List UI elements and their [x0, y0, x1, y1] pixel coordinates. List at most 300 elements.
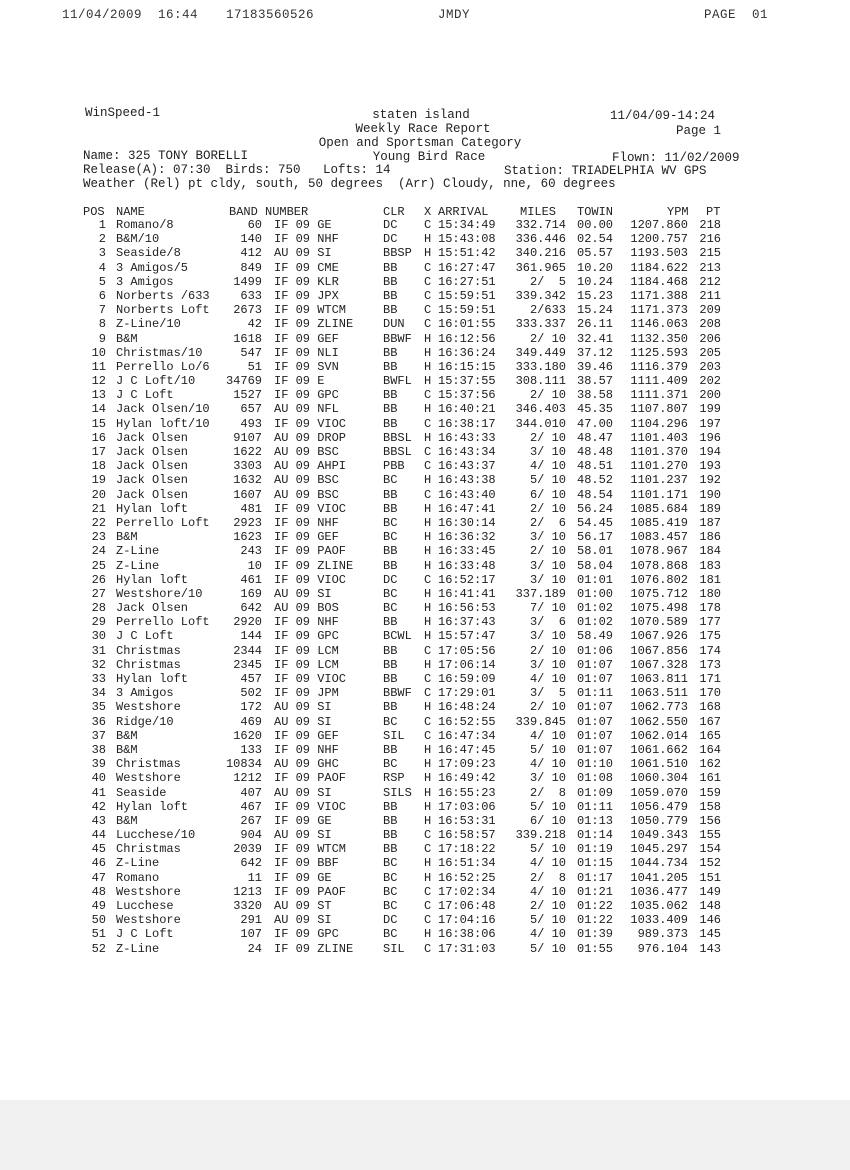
- cell-pt: 156: [699, 813, 721, 828]
- cell-x: H: [424, 742, 432, 757]
- cell-ypm: 1062.550: [630, 714, 688, 729]
- cell-arrival: 16:52:55: [438, 714, 496, 729]
- cell-towin: 01:13: [577, 813, 614, 828]
- cell-pos: 32: [91, 657, 106, 672]
- cell-towin: 01:55: [577, 941, 614, 956]
- cell-name: 3 Amigos/5: [116, 260, 189, 275]
- cell-band: 9107: [233, 430, 262, 445]
- cell-miles: 336.446: [515, 232, 566, 247]
- cell-name: Ridge/10: [116, 714, 174, 729]
- cell-pos: 4: [98, 260, 106, 275]
- cell-arrival: 17:29:01: [438, 686, 496, 701]
- cell-pos: 11: [91, 359, 106, 374]
- cell-name: Z-Line: [116, 558, 160, 573]
- cell-arrival: 16:56:53: [438, 601, 496, 616]
- cell-ypm: 1125.593: [630, 345, 688, 360]
- cell-band: 172: [240, 700, 262, 715]
- cell-miles: 2/ 10: [529, 544, 566, 559]
- station: Station: TRIADELPHIA WV GPS: [504, 164, 707, 178]
- cell-arrival: 16:41:41: [438, 586, 496, 601]
- cell-arrival: 16:55:23: [438, 785, 496, 800]
- cell-name: Jack Olsen: [116, 473, 189, 488]
- cell-name: Seaside: [116, 785, 167, 800]
- cell-race: AU 09 NFL: [274, 402, 339, 417]
- cell-ypm: 1132.350: [630, 331, 688, 346]
- cell-clr: BB: [383, 657, 398, 672]
- cell-pt: 171: [699, 672, 721, 686]
- cell-pt: 186: [699, 530, 721, 545]
- cell-name: Z-Line/10: [116, 317, 181, 332]
- cell-ypm: 1101.370: [630, 445, 688, 459]
- cell-arrival: 17:04:16: [438, 913, 496, 928]
- cell-clr: BB: [383, 359, 398, 374]
- cell-clr: BB: [383, 799, 398, 814]
- cell-towin: 01:08: [577, 771, 614, 786]
- cell-race: IF 09 NHF: [274, 742, 339, 757]
- table-row: [0, 743, 850, 757]
- race-name: Young Bird Race: [372, 150, 486, 164]
- cell-towin: 10.24: [577, 274, 614, 289]
- cell-towin: 01:02: [577, 601, 614, 616]
- cell-x: H: [424, 530, 432, 545]
- cell-miles: 4/ 10: [529, 927, 566, 942]
- cell-clr: DUN: [383, 317, 405, 332]
- cell-miles: 2/ 10: [529, 700, 566, 715]
- cell-towin: 01:09: [577, 785, 614, 800]
- cell-name: J C Loft/10: [116, 374, 196, 389]
- cell-arrival: 16:47:45: [438, 742, 496, 757]
- cell-ypm: 1083.457: [630, 530, 688, 545]
- cell-name: Hylan loft/10: [116, 416, 210, 431]
- cell-miles: 3/ 10: [529, 445, 566, 459]
- cell-x: C: [424, 714, 432, 729]
- cell-clr: BB: [383, 700, 398, 715]
- cell-name: J C Loft: [116, 388, 174, 403]
- cell-pos: 43: [91, 813, 106, 828]
- table-row: [0, 885, 850, 899]
- table-row: [0, 587, 850, 601]
- cell-name: Westshore: [116, 771, 181, 786]
- cell-clr: BC: [383, 530, 398, 545]
- cell-band: 169: [240, 586, 262, 601]
- cell-miles: 332.714: [515, 218, 566, 232]
- cell-name: 3 Amigos: [116, 274, 174, 289]
- cell-miles: 340.216: [515, 246, 566, 261]
- cell-ypm: 1033.409: [630, 913, 688, 928]
- table-row: [0, 246, 850, 260]
- table-row: [0, 559, 850, 573]
- cell-pt: 183: [699, 558, 721, 573]
- cell-miles: 2/633: [529, 303, 566, 318]
- table-row: [0, 601, 850, 615]
- cell-pos: 31: [91, 643, 106, 658]
- cell-clr: BB: [383, 402, 398, 417]
- cell-clr: DC: [383, 913, 398, 928]
- cell-towin: 39.46: [577, 359, 614, 374]
- cell-miles: 349.449: [515, 345, 566, 360]
- table-row: [0, 218, 850, 232]
- table-row: [0, 828, 850, 842]
- cell-x: H: [424, 757, 432, 772]
- fax-header: [0, 0, 850, 30]
- cell-pos: 45: [91, 842, 106, 857]
- cell-race: IF 09 NHF: [274, 232, 339, 247]
- cell-x: H: [424, 558, 432, 573]
- cell-clr: BCWL: [383, 629, 412, 644]
- cell-x: H: [424, 515, 432, 530]
- cell-arrival: 15:37:55: [438, 374, 496, 389]
- cell-name: B&M/10: [116, 232, 160, 247]
- cell-x: C: [424, 218, 432, 232]
- cell-pos: 19: [91, 473, 106, 488]
- cell-ypm: 1078.967: [630, 544, 688, 559]
- col-x: X: [424, 205, 432, 219]
- cell-pt: 202: [699, 374, 721, 389]
- cell-band: 34769: [225, 374, 262, 389]
- cell-ypm: 976.104: [637, 941, 688, 956]
- cell-band: 3303: [233, 459, 262, 474]
- cell-x: C: [424, 828, 432, 843]
- cell-arrival: 16:36:32: [438, 530, 496, 545]
- col-towin: TOWIN: [577, 205, 614, 219]
- cell-clr: SIL: [383, 941, 405, 956]
- cell-miles: 2/ 10: [529, 899, 566, 913]
- cell-towin: 01:39: [577, 927, 614, 942]
- cell-pos: 33: [91, 672, 106, 686]
- cell-pt: 146: [699, 913, 721, 928]
- cell-name: Jack Olsen: [116, 430, 189, 445]
- cell-arrival: 17:02:34: [438, 884, 496, 899]
- cell-towin: 15.24: [577, 303, 614, 318]
- cell-ypm: 1075.498: [630, 601, 688, 616]
- cell-race: IF 09 CME: [274, 260, 339, 275]
- cell-towin: 01:07: [577, 700, 614, 715]
- cell-name: B&M: [116, 728, 138, 743]
- cell-x: H: [424, 799, 432, 814]
- cell-clr: BC: [383, 870, 398, 885]
- table-row: [0, 346, 850, 360]
- cell-band: 144: [240, 629, 262, 644]
- cell-towin: 48.48: [577, 445, 614, 459]
- table-header: [0, 205, 850, 219]
- results-table: [0, 218, 850, 956]
- cell-arrival: 15:37:56: [438, 388, 496, 403]
- cell-towin: 01:22: [577, 899, 614, 913]
- cell-miles: 2/ 8: [529, 785, 566, 800]
- col-arrival: ARRIVAL: [438, 205, 489, 219]
- cell-ypm: 1062.773: [630, 700, 688, 715]
- cell-ypm: 1062.014: [630, 728, 688, 743]
- cell-name: Hylan loft: [116, 799, 189, 814]
- cell-x: H: [424, 402, 432, 417]
- cell-pt: 177: [699, 615, 721, 630]
- cell-name: Norberts Loft: [116, 303, 210, 318]
- cell-miles: 3/ 10: [529, 629, 566, 644]
- cell-ypm: 1171.373: [630, 303, 688, 318]
- cell-race: IF 09 VIOC: [274, 501, 347, 516]
- cell-name: Christmas: [116, 657, 181, 672]
- cell-x: C: [424, 941, 432, 956]
- cell-pt: 167: [699, 714, 721, 729]
- cell-clr: BC: [383, 927, 398, 942]
- cell-ypm: 1063.511: [630, 686, 688, 701]
- cell-arrival: 16:43:38: [438, 473, 496, 488]
- cell-miles: 4/ 10: [529, 884, 566, 899]
- table-row: [0, 445, 850, 459]
- cell-name: Jack Olsen: [116, 601, 189, 616]
- cell-arrival: 16:43:34: [438, 445, 496, 459]
- cell-x: H: [424, 345, 432, 360]
- cell-pt: 149: [699, 884, 721, 899]
- club-name: staten island: [372, 108, 470, 122]
- cell-pos: 25: [91, 558, 106, 573]
- cell-band: 412: [240, 246, 262, 261]
- cell-race: IF 09 KLR: [274, 274, 339, 289]
- cell-band: 140: [240, 232, 262, 247]
- cell-x: C: [424, 459, 432, 474]
- cell-band: 107: [240, 927, 262, 942]
- cell-x: H: [424, 870, 432, 885]
- cell-arrival: 16:30:14: [438, 515, 496, 530]
- cell-miles: 3/ 6: [529, 615, 566, 630]
- cell-miles: 3/ 5: [529, 686, 566, 701]
- table-row: [0, 530, 850, 544]
- cell-pos: 8: [98, 317, 106, 332]
- cell-miles: 5/ 10: [529, 742, 566, 757]
- cell-pos: 46: [91, 856, 106, 871]
- cell-x: C: [424, 672, 432, 686]
- cell-x: C: [424, 842, 432, 857]
- cell-x: H: [424, 700, 432, 715]
- cell-clr: BBSP: [383, 246, 412, 261]
- cell-band: 461: [240, 572, 262, 587]
- cell-arrival: 16:58:57: [438, 828, 496, 843]
- cell-race: IF 09 NHF: [274, 515, 339, 530]
- cell-miles: 6/ 10: [529, 813, 566, 828]
- cell-race: AU 09 SI: [274, 586, 332, 601]
- table-row: [0, 473, 850, 487]
- cell-pt: 209: [699, 303, 721, 318]
- cell-arrival: 15:51:42: [438, 246, 496, 261]
- cell-towin: 58.01: [577, 544, 614, 559]
- cell-towin: 01:07: [577, 672, 614, 686]
- cell-ypm: 1207.860: [630, 218, 688, 232]
- cell-clr: BB: [383, 558, 398, 573]
- cell-race: AU 09 BSC: [274, 473, 339, 488]
- cell-ypm: 1067.856: [630, 643, 688, 658]
- cell-towin: 37.12: [577, 345, 614, 360]
- cell-band: 11: [247, 870, 262, 885]
- cell-pt: 154: [699, 842, 721, 857]
- cell-x: H: [424, 232, 432, 247]
- cell-pt: 216: [699, 232, 721, 247]
- cell-race: IF 09 E: [274, 374, 325, 389]
- cell-race: IF 09 WTCM: [274, 303, 347, 318]
- cell-arrival: 16:49:42: [438, 771, 496, 786]
- table-row: [0, 913, 850, 927]
- cell-race: IF 09 ZLINE: [274, 317, 354, 332]
- cell-x: C: [424, 686, 432, 701]
- cell-clr: BB: [383, 672, 398, 686]
- cell-towin: 01:01: [577, 572, 614, 587]
- cell-pt: 184: [699, 544, 721, 559]
- cell-pos: 35: [91, 700, 106, 715]
- cell-x: C: [424, 274, 432, 289]
- cell-towin: 45.35: [577, 402, 614, 417]
- cell-pt: 151: [699, 870, 721, 885]
- cell-clr: BC: [383, 515, 398, 530]
- cell-ypm: 1078.868: [630, 558, 688, 573]
- cell-ypm: 1111.371: [630, 388, 688, 403]
- cell-ypm: 1101.270: [630, 459, 688, 474]
- cell-name: Jack Olsen: [116, 459, 189, 474]
- cell-arrival: 16:47:41: [438, 501, 496, 516]
- cell-band: 1607: [233, 487, 262, 502]
- cell-towin: 56.24: [577, 501, 614, 516]
- table-row: [0, 459, 850, 473]
- cell-x: H: [424, 856, 432, 871]
- cell-miles: 5/ 10: [529, 473, 566, 488]
- cell-clr: SILS: [383, 785, 412, 800]
- cell-pos: 3: [98, 246, 106, 261]
- cell-band: 1620: [233, 728, 262, 743]
- cell-race: AU 09 BSC: [274, 445, 339, 459]
- cell-x: C: [424, 303, 432, 318]
- cell-race: IF 09 VIOC: [274, 572, 347, 587]
- cell-miles: 2/ 10: [529, 501, 566, 516]
- cell-arrival: 15:59:51: [438, 303, 496, 318]
- cell-pt: 180: [699, 586, 721, 601]
- cell-pt: 152: [699, 856, 721, 871]
- cell-pt: 165: [699, 728, 721, 743]
- cell-band: 42: [247, 317, 262, 332]
- weather-line: Weather (Rel) pt cldy, south, 50 degrees (Arr) Cloudy, nne, 60 degrees: [83, 177, 616, 191]
- scan-bottom-margin: [0, 1100, 850, 1170]
- cell-ypm: 1200.757: [630, 232, 688, 247]
- cell-x: H: [424, 359, 432, 374]
- cell-race: AU 09 SI: [274, 785, 332, 800]
- cell-race: IF 09 BBF: [274, 856, 339, 871]
- table-row: [0, 573, 850, 587]
- cell-band: 1213: [233, 884, 262, 899]
- table-row: [0, 700, 850, 714]
- cell-name: Lucchese/10: [116, 828, 196, 843]
- cell-pos: 52: [91, 941, 106, 956]
- cell-miles: 339.845: [515, 714, 566, 729]
- table-row: [0, 374, 850, 388]
- cell-pos: 1: [98, 218, 106, 232]
- cell-pt: 145: [699, 927, 721, 942]
- cell-x: H: [424, 331, 432, 346]
- cell-miles: 4/ 10: [529, 459, 566, 474]
- cell-race: IF 09 VIOC: [274, 672, 347, 686]
- cell-race: IF 09 GEF: [274, 530, 339, 545]
- cell-ypm: 1111.409: [630, 374, 688, 389]
- table-row: [0, 516, 850, 530]
- cell-race: IF 09 JPM: [274, 686, 339, 701]
- cell-ypm: 1146.063: [630, 317, 688, 332]
- cell-ypm: 1085.684: [630, 501, 688, 516]
- cell-race: IF 09 GE: [274, 870, 332, 885]
- table-row: [0, 615, 850, 629]
- cell-towin: 47.00: [577, 416, 614, 431]
- cell-pt: 159: [699, 785, 721, 800]
- cell-clr: BB: [383, 501, 398, 516]
- cell-clr: BC: [383, 884, 398, 899]
- cell-miles: 2/ 10: [529, 388, 566, 403]
- cell-pos: 49: [91, 899, 106, 913]
- cell-arrival: 16:59:09: [438, 672, 496, 686]
- cell-x: C: [424, 728, 432, 743]
- cell-clr: BB: [383, 615, 398, 630]
- cell-towin: 00.00: [577, 218, 614, 232]
- cell-band: 243: [240, 544, 262, 559]
- cell-arrival: 15:43:08: [438, 232, 496, 247]
- cell-towin: 01:10: [577, 757, 614, 772]
- cell-band: 3320: [233, 899, 262, 913]
- flown-date: Flown: 11/02/2009: [612, 151, 740, 165]
- cell-race: AU 09 DROP: [274, 430, 347, 445]
- cell-miles: 337.189: [515, 586, 566, 601]
- cell-band: 407: [240, 785, 262, 800]
- table-row: [0, 729, 850, 743]
- cell-towin: 01:17: [577, 870, 614, 885]
- cell-x: C: [424, 416, 432, 431]
- printed-datetime: 11/04/09-14:24: [610, 109, 716, 123]
- cell-race: IF 09 VIOC: [274, 799, 347, 814]
- cell-x: C: [424, 884, 432, 899]
- cell-name: Romano/8: [116, 218, 174, 232]
- fax-datetime: 11/04/2009 16:44: [62, 8, 199, 22]
- cell-towin: 01:07: [577, 728, 614, 743]
- cell-name: Christmas: [116, 842, 181, 857]
- cell-miles: 333.337: [515, 317, 566, 332]
- cell-arrival: 16:47:34: [438, 728, 496, 743]
- cell-name: Westshore: [116, 700, 181, 715]
- cell-ypm: 1076.802: [630, 572, 688, 587]
- cell-ypm: 1101.403: [630, 430, 688, 445]
- table-row: [0, 814, 850, 828]
- cell-ypm: 1067.926: [630, 629, 688, 644]
- cell-arrival: 16:38:06: [438, 927, 496, 942]
- table-row: [0, 644, 850, 658]
- cell-arrival: 16:38:17: [438, 416, 496, 431]
- cell-arrival: 16:27:51: [438, 274, 496, 289]
- cell-race: IF 09 NHF: [274, 615, 339, 630]
- cell-miles: 3/ 10: [529, 572, 566, 587]
- cell-ypm: 1107.807: [630, 402, 688, 417]
- cell-clr: BB: [383, 388, 398, 403]
- cell-name: Jack Olsen/10: [116, 402, 210, 417]
- cell-band: 642: [240, 856, 262, 871]
- cell-band: 2344: [233, 643, 262, 658]
- cell-pos: 41: [91, 785, 106, 800]
- cell-pos: 18: [91, 459, 106, 474]
- cell-pt: 178: [699, 601, 721, 616]
- table-row: [0, 402, 850, 416]
- cell-pos: 29: [91, 615, 106, 630]
- cell-pos: 26: [91, 572, 106, 587]
- table-row: [0, 388, 850, 402]
- cell-race: AU 09 SI: [274, 913, 332, 928]
- cell-pt: 218: [699, 218, 721, 232]
- cell-clr: BC: [383, 601, 398, 616]
- cell-race: IF 09 ZLINE: [274, 558, 354, 573]
- cell-miles: 3/ 10: [529, 657, 566, 672]
- cell-x: H: [424, 374, 432, 389]
- cell-x: H: [424, 927, 432, 942]
- cell-ypm: 1101.171: [630, 487, 688, 502]
